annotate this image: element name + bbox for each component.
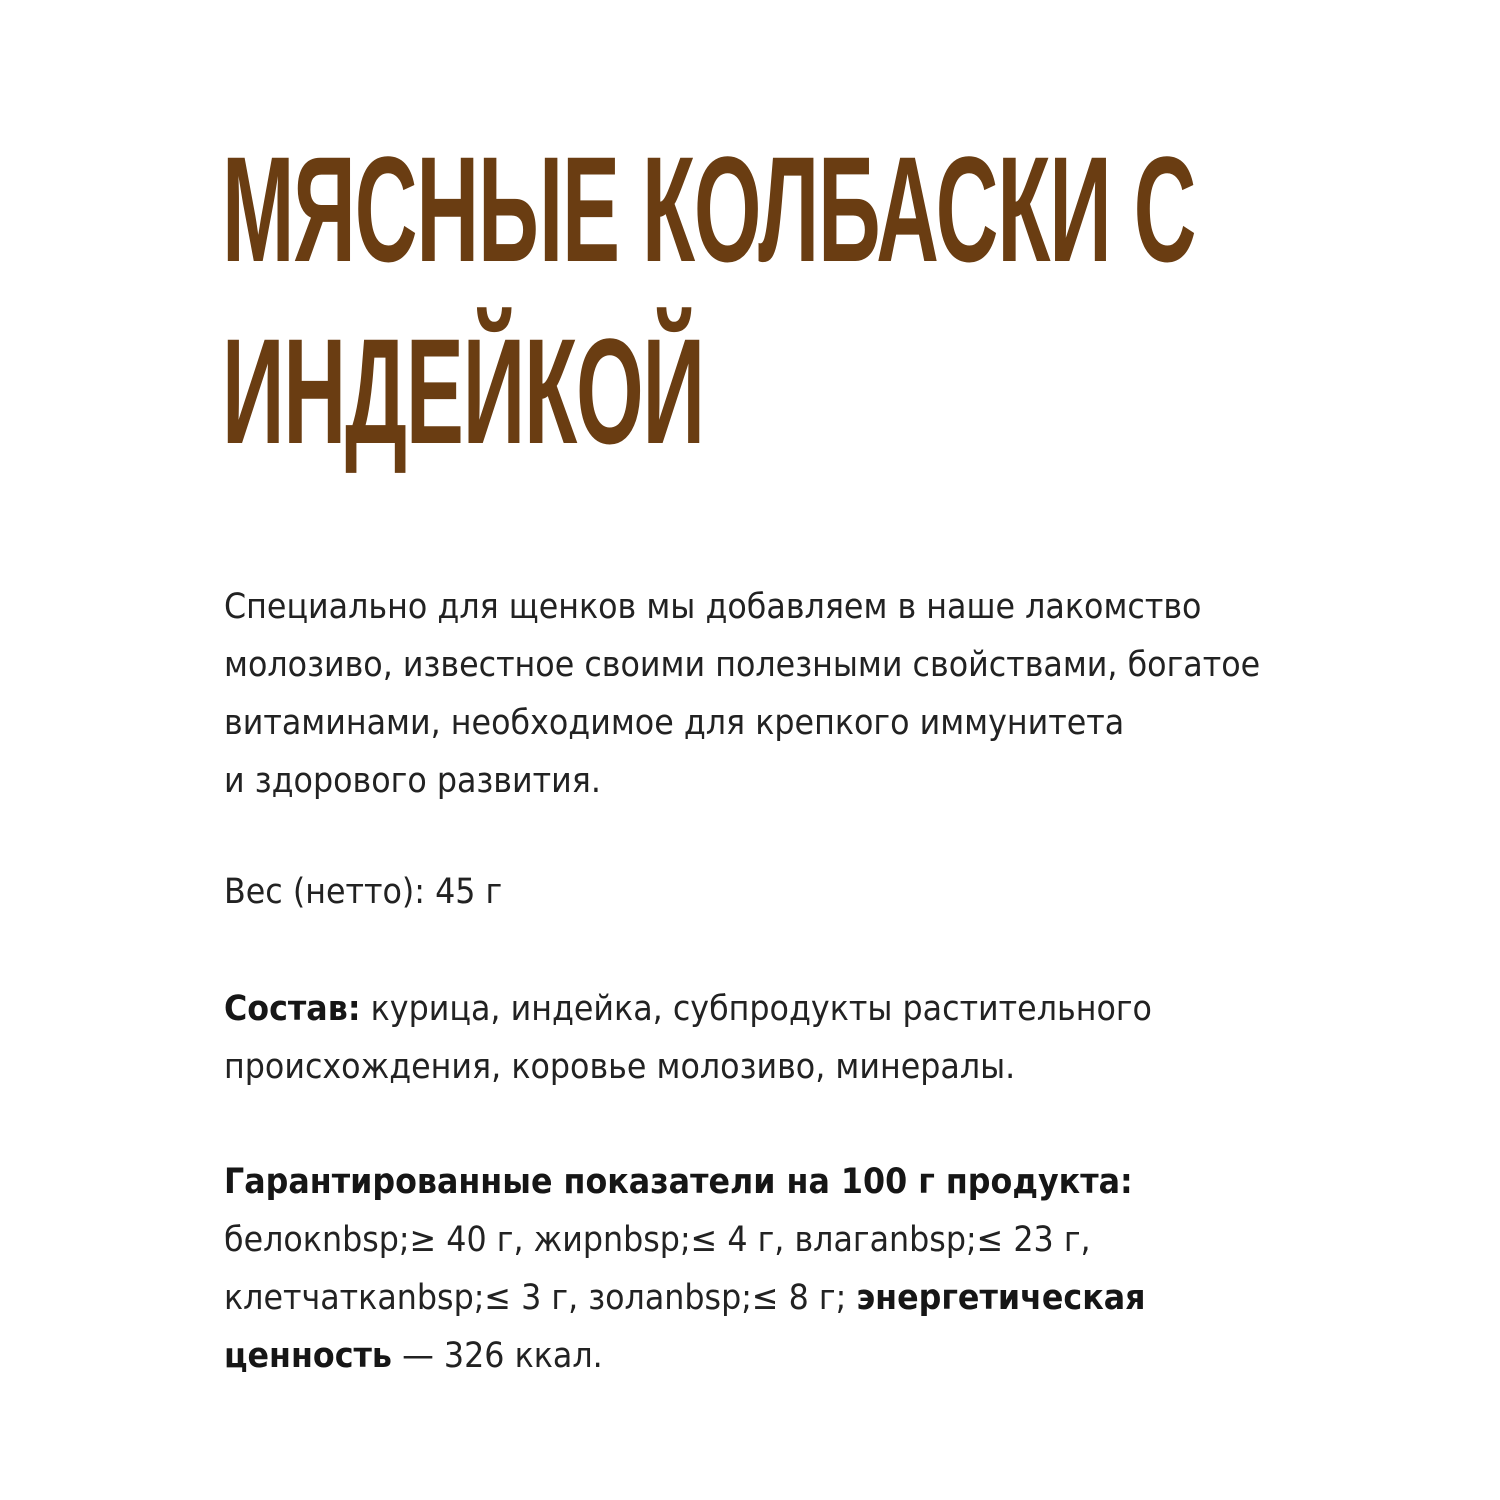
product-title-line-1: МЯСНЫЕ КОЛБАСКИ С [222,125,1196,293]
guaranteed-line-3 [224,1327,1328,1385]
energy-value: — 326 ккал. [392,1336,603,1376]
guaranteed-heading-line [224,1153,1328,1211]
composition-line-1 [224,980,1328,1038]
energy-label-part-1: энергетическая [856,1278,1146,1318]
guaranteed-heading: Гарантированные показатели на 100 г продукта: [224,1162,1133,1202]
composition-line-2: происхождения, коровье молозиво, минералы. [224,1047,1016,1087]
product-title-line-2: ИНДЕЙКОЙ [222,307,704,475]
guaranteed-line-2 [224,1269,1328,1327]
description-line: и здорового развития. [224,761,601,801]
net-weight [224,863,1328,921]
description-line: витаминами, необходимое для крепкого иммунитета [224,703,1125,743]
guaranteed-line-1: белокnbsp;≥ 40 г, жирnbsp;≤ 4 г, влагаnbsp;≤ 23 г, [224,1220,1091,1260]
guaranteed-values [224,1153,1328,1385]
guaranteed-line-2-text: клетчаткаnbsp;≤ 3 г, золаnbsp;≤ 8 г; [224,1278,857,1318]
product-title [222,118,1196,482]
description-line: Специально для щенков мы добавляем в наше лакомство [224,587,1202,627]
description-line: молозиво, известное своими полезными свойствами, богатое [224,645,1261,685]
net-weight-text: Вес (нетто): 45 г [224,872,503,912]
energy-label-part-2: ценность [224,1336,393,1376]
composition-text: курица, индейка, субпродукты растительного [360,989,1152,1029]
product-description [224,578,1328,810]
composition-label: Состав: [224,989,361,1029]
composition [224,980,1328,1096]
